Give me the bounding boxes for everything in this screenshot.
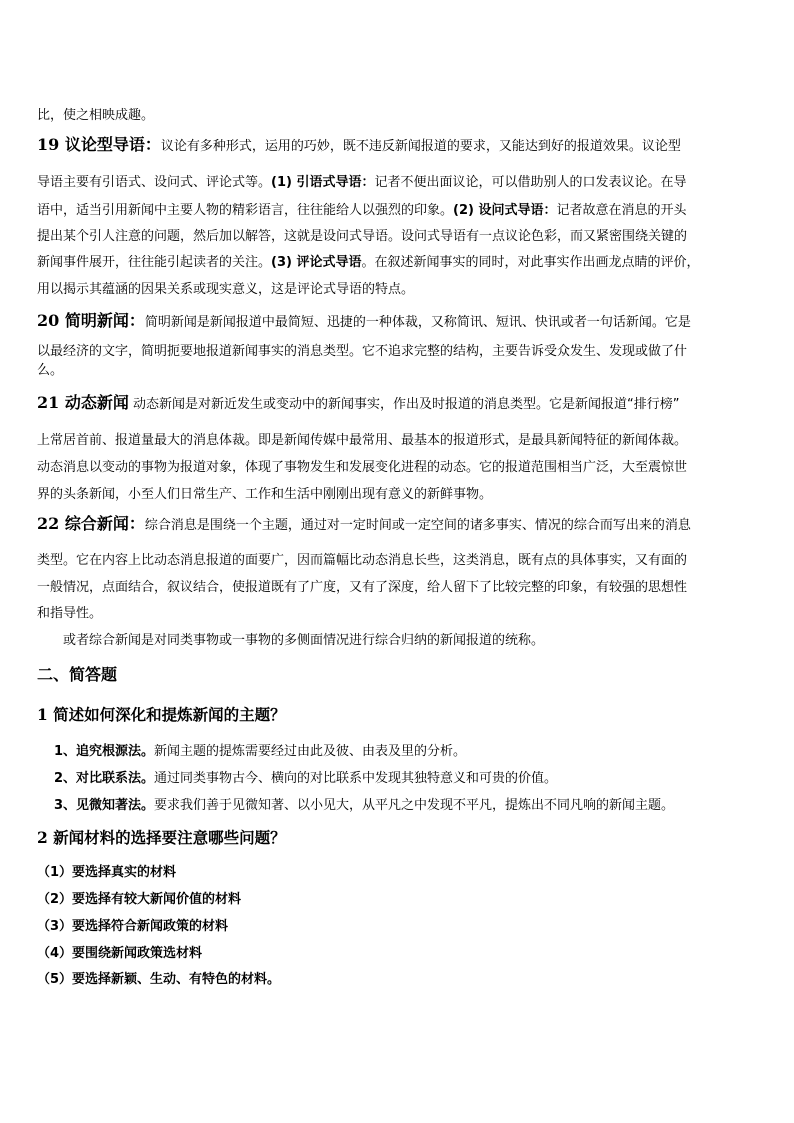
paragraph-line: 提出某个引人注意的问题，然后加以解答，这就是设问式导语。设问式导语有一点议论色彩，而又紧密围绕关键的	[37, 229, 688, 244]
answer-item	[54, 797, 674, 815]
paragraph-line: 用以揭示其蕴涵的因果关系或现实意义，这是评论式导语的特点。	[37, 282, 415, 297]
answer-item	[54, 770, 557, 788]
term-20-heading-line	[37, 312, 761, 332]
answer-item: （3）要选择符合新闻政策的材料	[37, 919, 229, 934]
paragraph-line: 以最经济的文字，简明扼要地报道新闻事实的消息类型。它不追求完整的结构，主要告诉受众发生、发现或做了什	[37, 344, 688, 359]
text-run: 记者不便出面议论，可以借助别人的口发表议论。在导	[374, 175, 687, 190]
question-2-title: 2 新闻材料的选择要注意哪些问题？	[37, 828, 286, 847]
paragraph-line	[37, 174, 761, 192]
text-run: 新闻事件展开，往往能引起读者的关注。	[37, 255, 272, 270]
text-run: 导语主要有引语式、设问式、评论式等。	[37, 175, 272, 190]
answer-label: 3、见微知著法。	[54, 798, 155, 813]
paragraph-line: 或者综合新闻是对同类事物或一事物的多侧面情况进行综合归纳的新闻报道的统称。	[63, 633, 545, 648]
term-text: 议论有多种形式，运用的巧妙，既不违反新闻报道的要求，又能达到好的报道效果。议论型	[160, 139, 681, 154]
answer-item: （4）要围绕新闻政策选材料	[37, 946, 203, 961]
term-number: 22 综合新闻：	[37, 515, 145, 533]
answer-label: 1、追究根源法。	[54, 744, 155, 759]
term-number: 21 动态新闻	[37, 394, 129, 412]
paragraph-line	[37, 202, 761, 220]
answer-item	[54, 743, 466, 761]
answer-item: （1）要选择真实的材料	[37, 865, 177, 880]
answer-label: 2、对比联系法。	[54, 771, 155, 786]
term-number: 20 简明新闻：	[37, 312, 145, 330]
paragraph-line: 界的头条新闻，小至人们日常生产、工作和生活中刚刚出现有意义的新鲜事物。	[37, 487, 493, 502]
term-number: 19 议论型导语：	[37, 136, 161, 154]
section-title: 二、简答题	[37, 665, 118, 684]
answer-text: 要求我们善于见微知著、以小见大，从平凡之中发现不平凡，提炼出不同凡响的新闻主题。	[154, 798, 675, 813]
paragraph-line	[37, 254, 761, 272]
text-run: 记者故意在消息的开头	[556, 203, 687, 218]
answer-item: （2）要选择有较大新闻价值的材料	[37, 892, 242, 907]
bold-run: (2) 设问式导语：	[453, 203, 557, 218]
answer-item: （5）要选择新颖、生动、有特色的材料。	[37, 972, 281, 987]
text-run: 语中，适当引用新闻中主要人物的精彩语言，往往能给人以强烈的印象。	[37, 203, 454, 218]
term-text: 简明新闻是新闻报道中最简短、迅捷的一种体裁，又称简讯、短讯、快讯或者一句话新闻。它是	[144, 315, 691, 330]
question-1-title: 1 简述如何深化和提炼新闻的主题？	[37, 705, 286, 724]
term-19-heading-line	[37, 136, 761, 156]
paragraph-line: 和指导性。	[37, 606, 103, 621]
paragraph-line: 比，使之相映成趣。	[37, 108, 155, 123]
answer-text: 新闻主题的提炼需要经过由此及彼、由表及里的分析。	[154, 744, 467, 759]
paragraph-line: 上常居首前、报道量最大的消息体裁。即是新闻传媒中最常用、最基本的报道形式，是最具新闻特征的新闻体裁。	[37, 433, 688, 448]
paragraph-line: 动态消息以变动的事物为报道对象，体现了事物发生和发展变化进程的动态。它的报道范围相当广泛，大至震惊世	[37, 460, 688, 475]
answer-text: 通过同类事物古今、横向的对比联系中发现其独特意义和可贵的价值。	[154, 771, 558, 786]
bold-run: (3) 评论式导语	[271, 255, 362, 270]
bold-run: (1) 引语式导语：	[271, 175, 375, 190]
term-21-heading-line	[37, 394, 761, 414]
text-run: 。在叙述新闻事实的同时，对此事实作出画龙点睛的评价，	[361, 255, 700, 270]
paragraph-line: 么。	[37, 363, 64, 378]
paragraph-line: 类型。它在内容上比动态消息报道的面要广，因而篇幅比动态消息长些，这类消息，既有点的具体事实，又有面的	[37, 553, 688, 568]
term-text: 综合消息是围绕一个主题，通过对一定时间或一定空间的诸多事实、情况的综合而写出来的消息	[144, 518, 691, 533]
paragraph-line: 一般情况，点面结合，叙议结合，使报道既有了广度，又有了深度，给人留下了比较完整的印象，有较强的思想性	[37, 580, 688, 595]
term-text: 动态新闻是对新近发生或变动中的新闻事实，作出及时报道的消息类型。它是新闻报道“排行榜”	[132, 397, 680, 412]
term-22-heading-line	[37, 515, 761, 535]
